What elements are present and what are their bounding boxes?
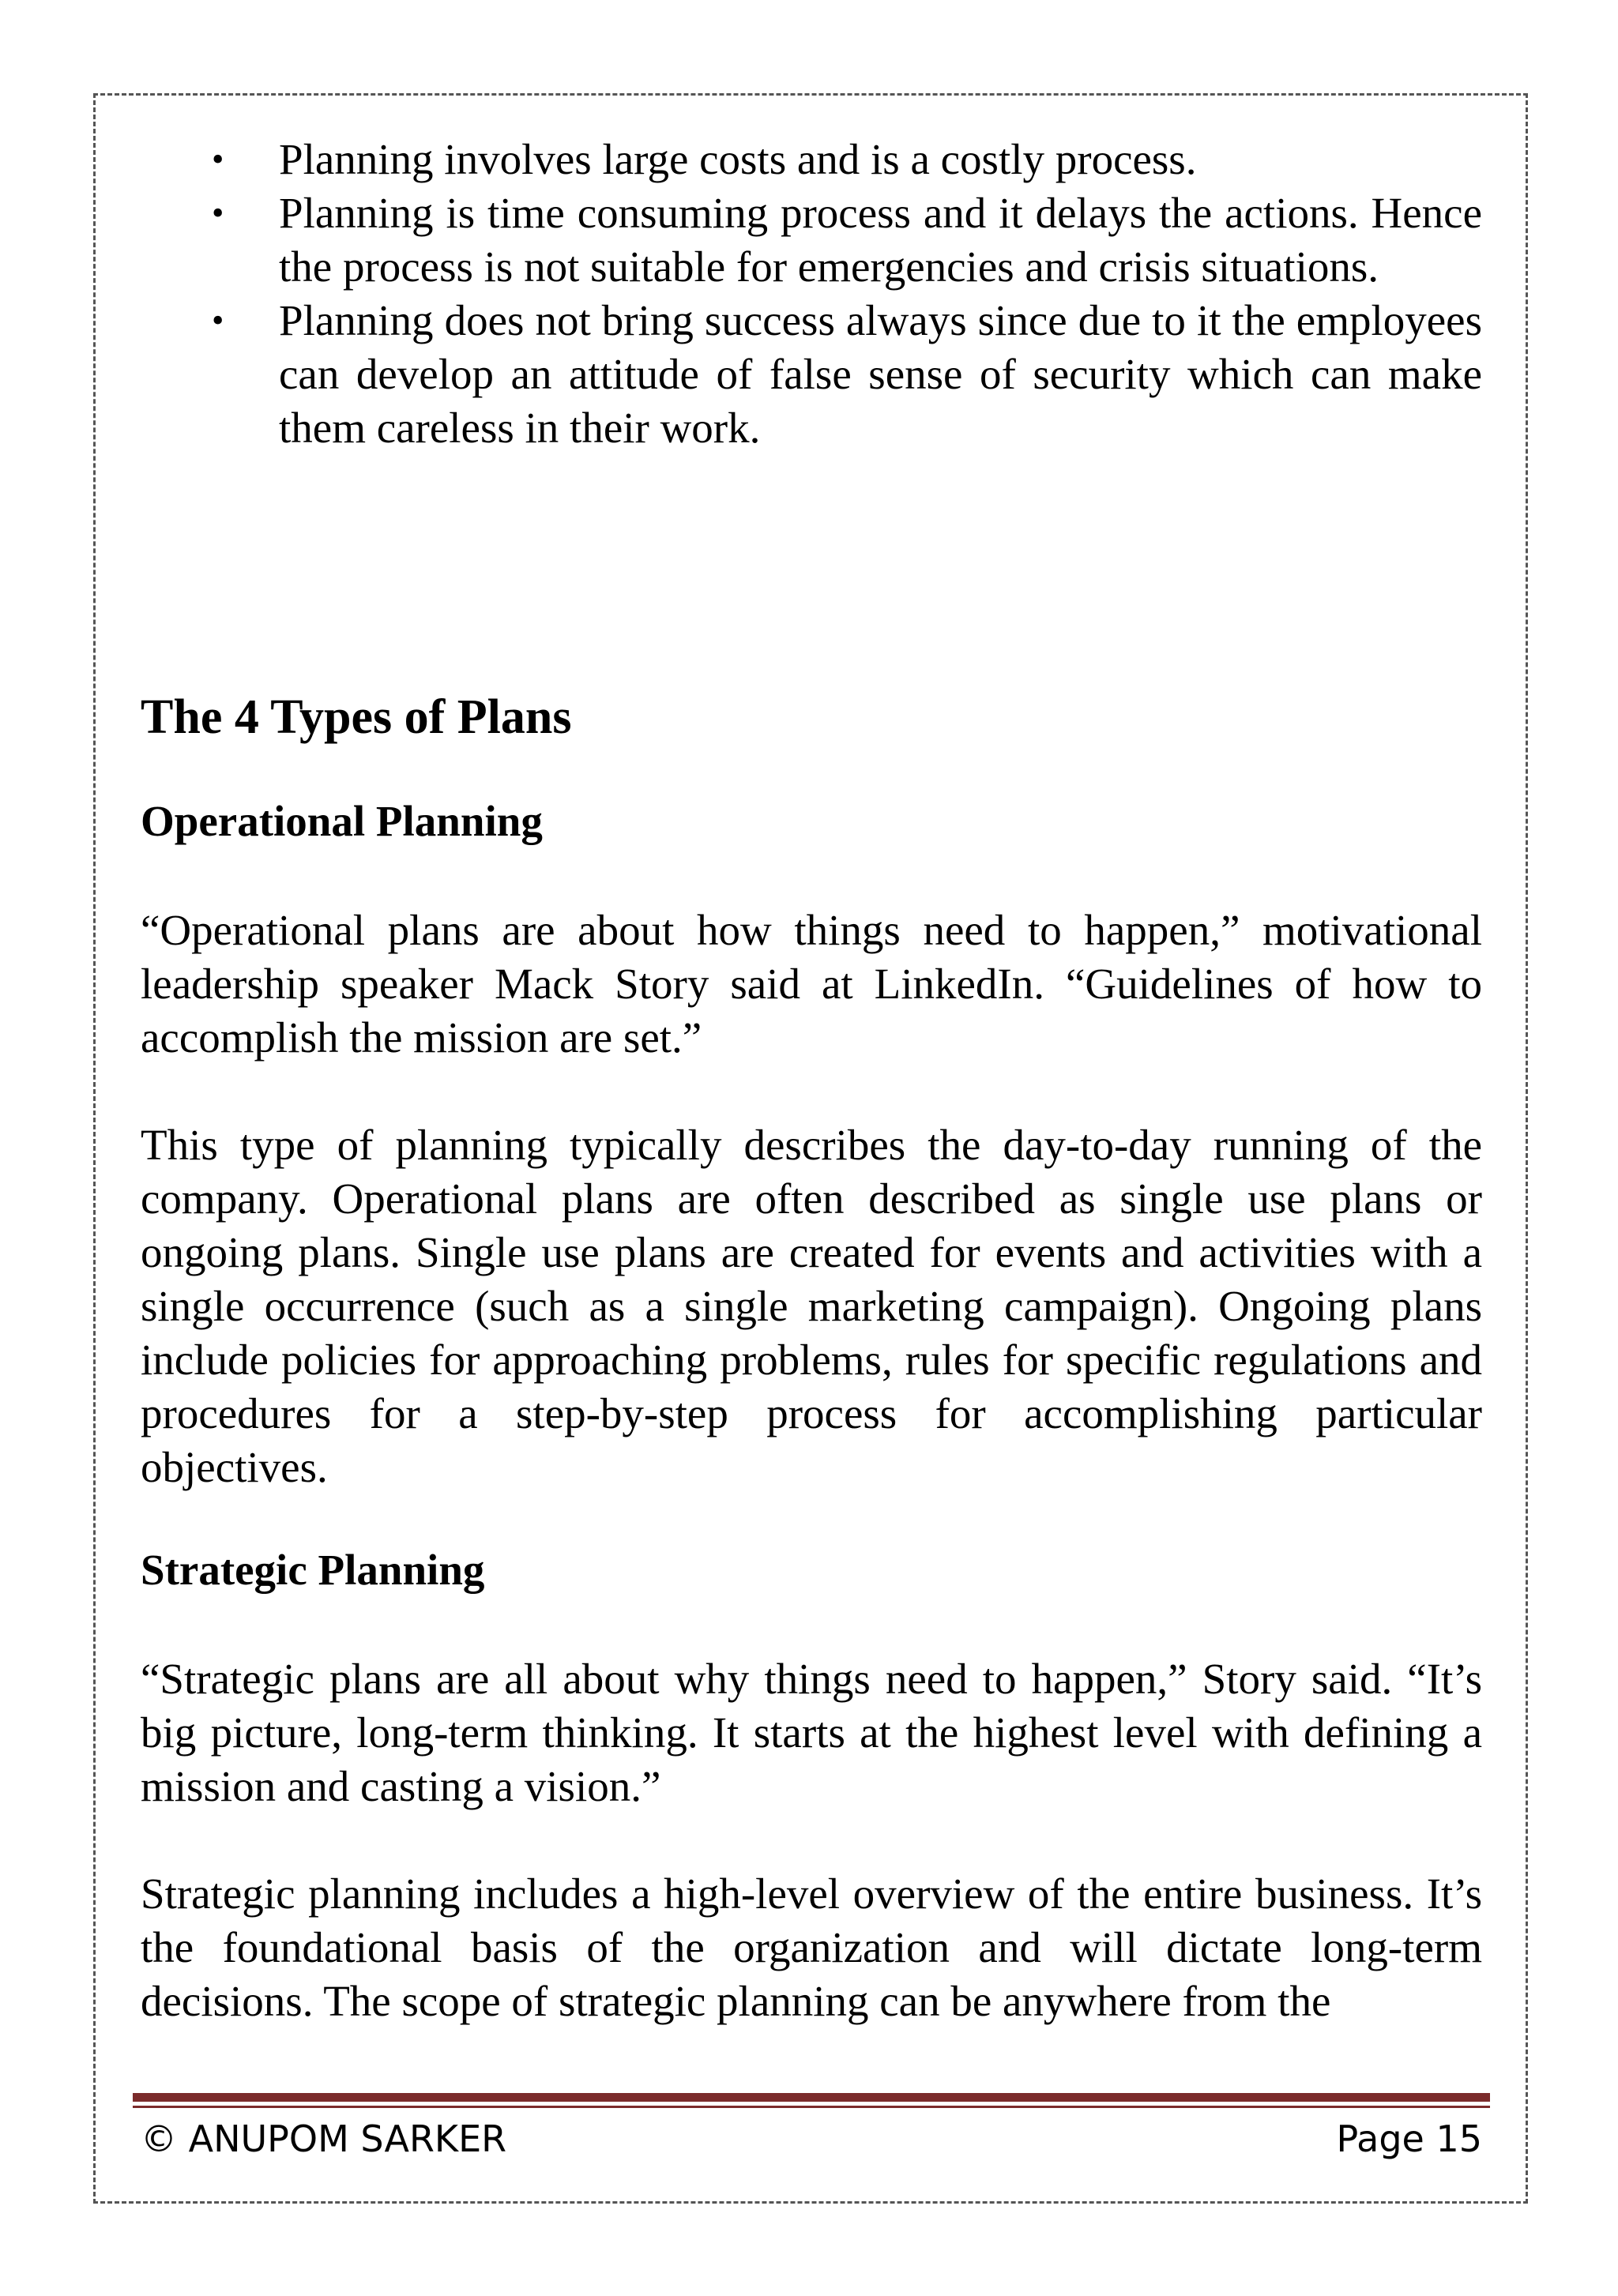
footer-copyright: © ANUPOM SARKER — [141, 2118, 507, 2160]
list-item — [141, 186, 1482, 294]
strategic-quote: “Strategic plans are all about why things need to happen,” Story said. “It’s big picture, long-term thinking. It starts at the highest level with defining a mission and casting a vision.” — [141, 1655, 1482, 1810]
bullet-list — [141, 133, 1482, 455]
operational-body-block — [141, 1118, 1482, 1494]
bullet-text: Planning involves large costs and is a costly process. — [279, 135, 1197, 183]
footer-rule-thin — [133, 2106, 1490, 2108]
bullet-icon: • — [212, 194, 224, 232]
footer-rule-thick — [133, 2093, 1490, 2102]
operational-quote: “Operational plans are about how things need to happen,” motivational leadership speaker Mack Story said at LinkedIn. “Guidelines of how to accomplish the mission are set.” — [141, 906, 1482, 1062]
operational-body: This type of planning typically describes the day-to-day running of the company. Operational plans are often described as single use plans or ongoing plans. Single use plans are created for events and activities with a single occurrence (such as a single marketing campaign). Ongoing plans include policies for approaching problems, rules for specific regulations and procedures for a step-by-step process for accomplishing particular objectives. — [141, 1121, 1482, 1491]
operational-heading: Operational Planning — [141, 797, 543, 845]
strategic-body: Strategic planning includes a high-level overview of the entire business. It’s the foundational basis of the organization and will dictate long-term decisions. The scope of strategic planning can be anywhere from the — [141, 1869, 1482, 2025]
operational-heading-block — [141, 795, 1482, 848]
page-number: Page 15 — [1336, 2118, 1482, 2160]
list-item — [141, 294, 1482, 455]
bullet-text: Planning is time consuming process and it delays the actions. Hence the process is not suitable for emergencies and crisis situations. — [279, 189, 1482, 291]
bullet-text: Planning does not bring success always since due to it the employees can develop an attitude of false sense of security which can make them careless in their work. — [279, 296, 1482, 452]
strategic-heading: Strategic Planning — [141, 1546, 485, 1594]
page-footer — [141, 2114, 1482, 2164]
footer-rule — [133, 2093, 1490, 2108]
page-content — [141, 133, 1482, 2025]
list-item — [141, 133, 1482, 186]
strategic-body-block — [141, 1867, 1482, 2028]
bullet-icon: • — [212, 140, 224, 178]
section-title: The 4 Types of Plans — [141, 690, 572, 744]
strategic-heading-block — [141, 1543, 1482, 1597]
bullet-icon: • — [212, 301, 224, 340]
operational-quote-block — [141, 904, 1482, 1065]
strategic-quote-block — [141, 1652, 1482, 1813]
